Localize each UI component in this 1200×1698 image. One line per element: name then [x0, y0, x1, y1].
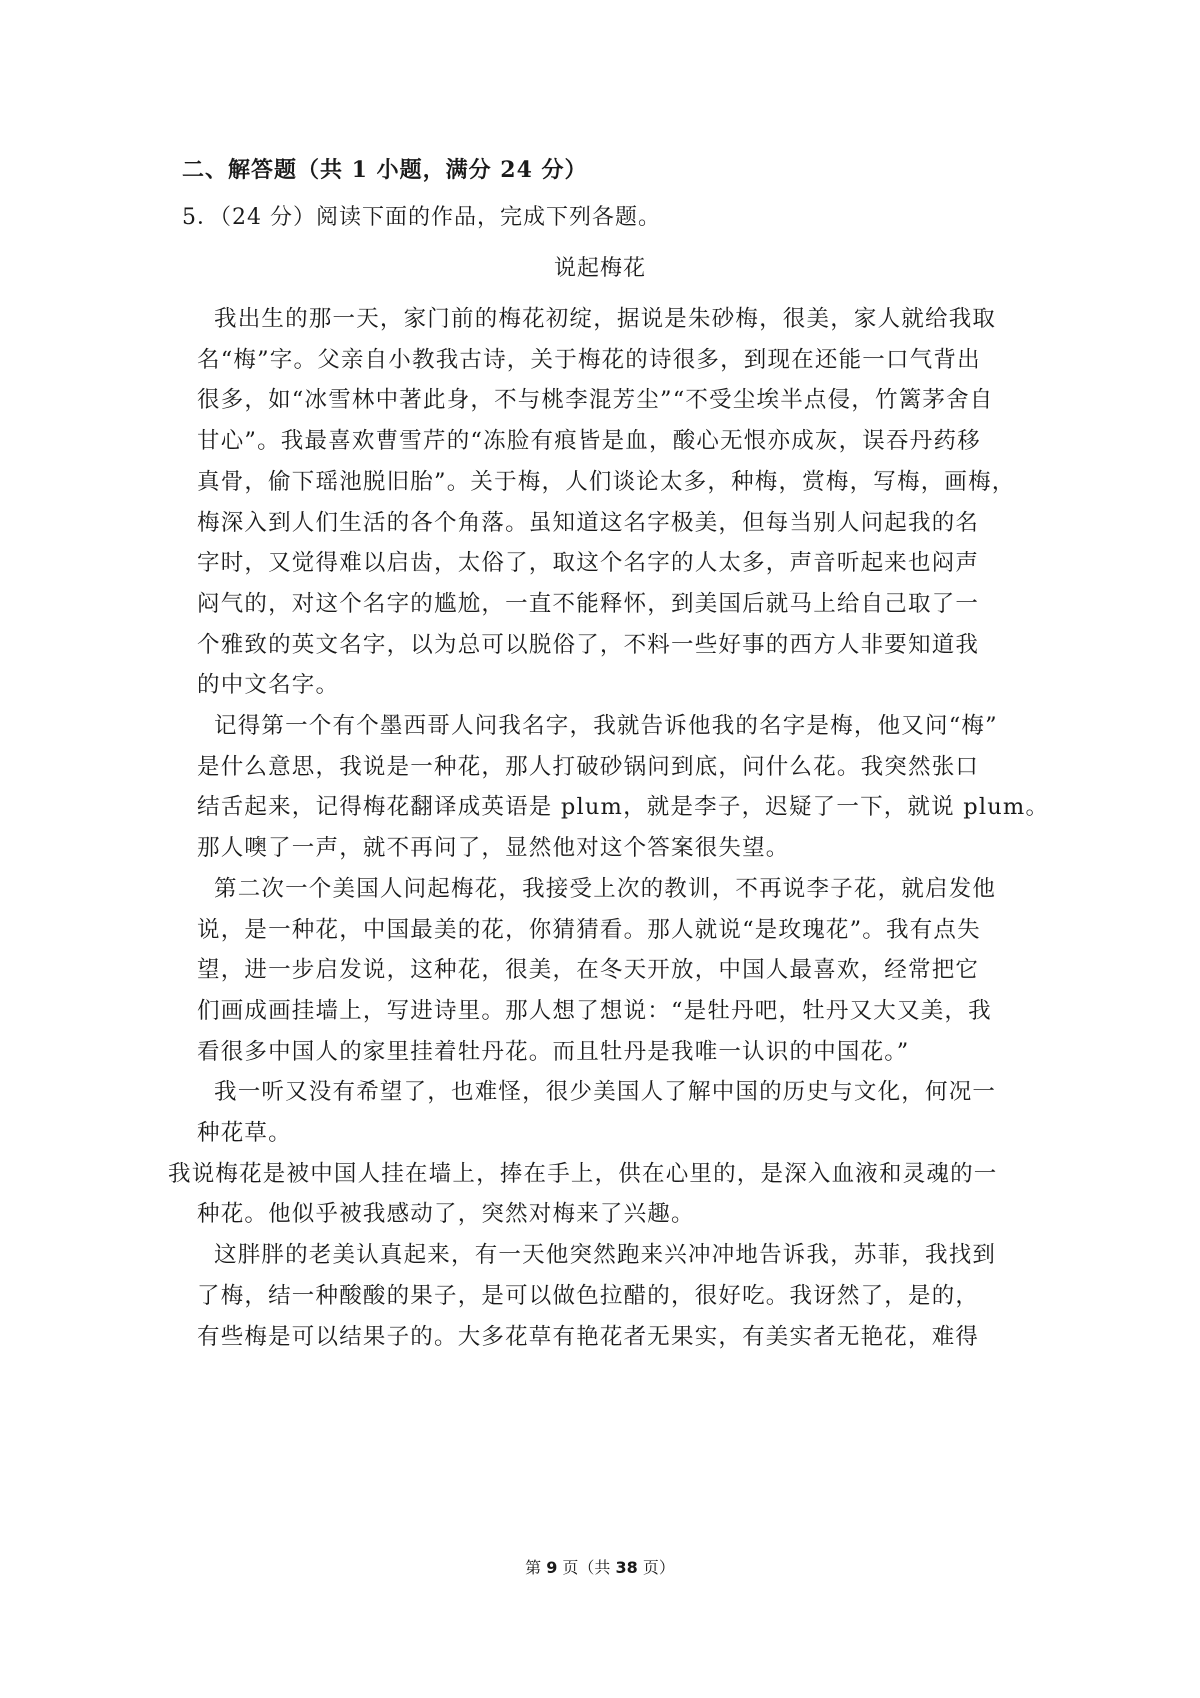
body-line: 甘心”。我最喜欢曹雪芹的“冻脸有痕皆是血，酸心无恨亦成灰，误吞丹药移 [197, 428, 981, 454]
body-line: 第二次一个美国人问起梅花，我接受上次的教训，不再说李子花，就启发他 [214, 876, 997, 902]
body-line: 我一听又没有希望了，也难怪，很少美国人了解中国的历史与文化，何况一 [214, 1079, 997, 1105]
body-line: 个雅致的英文名字，以为总可以脱俗了，不料一些好事的西方人非要知道我 [197, 632, 980, 658]
body-line: 闷气的，对这个名字的尴尬，一直不能释怀，到美国后就马上给自己取了一 [197, 591, 980, 617]
body-line: 有些梅是可以结果子的。大多花草有艳花者无果实，有美实者无艳花，难得 [197, 1324, 980, 1350]
question-prompt: 5．（24 分）阅读下面的作品，完成下列各题。 [182, 205, 661, 230]
body-line: 名“梅”字。父亲自小教我古诗，关于梅花的诗很多，到现在还能一口气背出 [197, 347, 981, 373]
footer-total-pages: 38 [615, 1558, 638, 1577]
body-line: 记得第一个有个墨西哥人问我名字，我就告诉他我的名字是梅，他又问“梅” [214, 713, 998, 739]
article-title: 说起梅花 [553, 256, 646, 281]
body-line: 那人噢了一声，就不再问了，显然他对这个答案很失望。 [197, 835, 790, 861]
body-line: 梅深入到人们生活的各个角落。虽知道这名字极美，但每当别人问起我的名 [197, 510, 980, 536]
footer-prefix: 第 [525, 1558, 547, 1577]
body-line: 望，进一步启发说，这种花，很美，在冬天开放，中国人最喜欢，经常把它 [197, 957, 980, 983]
page-footer [0, 1555, 1200, 1578]
footer-page-number: 9 [546, 1558, 558, 1577]
body-line: 了梅，结一种酸酸的果子，是可以做色拉醋的，很好吃。我讶然了，是的， [197, 1283, 980, 1309]
body-line: 真骨，偷下瑶池脱旧胎”。关于梅，人们谈论太多，种梅，赏梅，写梅，画梅， [197, 469, 1016, 495]
body-line: 字时，又觉得难以启齿，太俗了，取这个名字的人太多，声音听起来也闷声 [197, 550, 980, 576]
body-line: 结舌起来，记得梅花翻译成英语是 plum，就是李子，迟疑了一下，就说 plum。 [197, 794, 1050, 820]
body-line: 很多，如“冰雪林中著此身，不与桃李混芳尘”“不受尘埃半点侵，竹篱茅舍自 [197, 387, 994, 413]
body-line: 的中文名字。 [197, 672, 340, 698]
body-line: 说，是一种花，中国最美的花，你猜猜看。那人就说“是玫瑰花”。我有点失 [197, 917, 981, 943]
body-line: 们画成画挂墙上，写进诗里。那人想了想说：“是牡丹吧，牡丹又大又美，我 [197, 998, 992, 1024]
footer-suffix: 页） [637, 1558, 675, 1577]
section-heading: 二、解答题（共 1 小题，满分 24 分） [182, 157, 588, 183]
body-line: 这胖胖的老美认真起来，有一天他突然跑来兴冲冲地告诉我，苏菲，我找到 [214, 1242, 997, 1268]
footer-middle: 页（共 [557, 1558, 616, 1577]
body-line: 种花。他似乎被我感动了，突然对梅来了兴趣。 [197, 1201, 695, 1227]
body-line: 看很多中国人的家里挂着牡丹花。而且牡丹是我唯一认识的中国花。” [197, 1039, 910, 1065]
body-line: 是什么意思，我说是一种花，那人打破砂锅问到底，问什么花。我突然张口 [197, 754, 980, 780]
body-line: 我说梅花是被中国人挂在墙上，捧在手上，供在心里的，是深入血液和灵魂的一 [168, 1161, 998, 1187]
body-line: 我出生的那一天，家门前的梅花初绽，据说是朱砂梅，很美，家人就给我取 [214, 306, 997, 332]
body-line: 种花草。 [197, 1120, 292, 1146]
